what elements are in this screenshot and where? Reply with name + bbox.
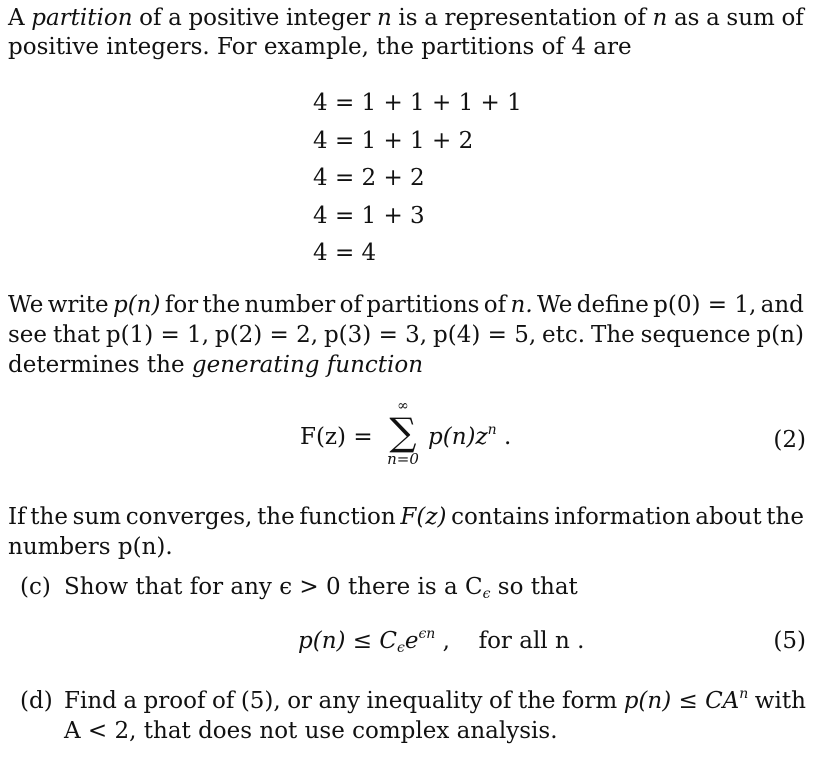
math-var: n.	[510, 292, 533, 318]
word: as	[673, 5, 700, 31]
equation-5	[298, 626, 584, 656]
paragraph-2-line-2	[8, 320, 804, 350]
item-d-line-2: A < 2, that does not use complex analysis.	[64, 718, 558, 744]
word: about	[695, 504, 762, 530]
word: information	[554, 504, 691, 530]
word: A	[8, 5, 25, 31]
equation-number-2: (2)	[773, 427, 806, 453]
sum-upper-limit: ∞	[397, 398, 409, 414]
word: The	[591, 322, 635, 348]
equation-number-5: (5)	[773, 628, 806, 654]
word: etc.	[542, 322, 586, 348]
subscript: ϵ	[396, 640, 405, 656]
condition-text: for all n .	[478, 628, 585, 654]
exponent: n	[487, 422, 497, 438]
paragraph-3-line-1	[8, 502, 804, 532]
word: sum	[726, 5, 775, 31]
item-c-text: Show that for any ϵ > 0 there is a C	[64, 574, 483, 600]
partition-row: 4 = 2 + 2	[313, 165, 425, 191]
partition-row: 4 = 1 + 1 + 1 + 1	[313, 90, 522, 116]
word: write	[47, 292, 109, 318]
word: or	[287, 688, 313, 714]
word: the	[30, 504, 68, 530]
word: the	[766, 504, 804, 530]
sum-symbol: ∑	[389, 410, 417, 454]
word: for	[164, 292, 199, 318]
subscript: ϵ	[482, 586, 491, 602]
word: converges,	[125, 504, 253, 530]
partition-row: 4 = 1 + 3	[313, 202, 425, 229]
math-var: n	[376, 5, 392, 31]
word: We	[8, 292, 44, 318]
period: .	[503, 424, 512, 450]
sum-term: p(n)z	[428, 424, 488, 450]
word: the	[517, 688, 556, 714]
word: function	[299, 504, 396, 530]
word: form	[562, 688, 618, 714]
equation-2-rhs	[428, 422, 511, 452]
emph-word: partition	[31, 5, 133, 31]
partition-row: 4 = 1 + 1 + 2	[313, 127, 474, 154]
word: is	[398, 5, 418, 31]
word: We	[536, 292, 573, 318]
math-expr: p(3) = 3,	[323, 322, 428, 348]
math-expr: p(4) = 5,	[433, 322, 537, 348]
paragraph-1-line-1	[8, 3, 804, 33]
inequality-lhs: p(n) ≤ C	[298, 628, 397, 654]
math-expr-wrap	[624, 686, 749, 716]
word: If	[8, 504, 26, 530]
word: a	[123, 688, 138, 714]
math-var: n	[652, 5, 668, 31]
emph-text: generating function	[191, 352, 424, 378]
item-c-tail: so that	[490, 574, 578, 600]
partition-list	[313, 88, 522, 276]
word: proof	[143, 688, 206, 714]
word: of	[781, 5, 804, 31]
word: the	[202, 292, 241, 318]
item-d-label: (d)	[20, 688, 53, 714]
word: the	[257, 504, 295, 530]
word: a	[168, 5, 182, 31]
word: and	[760, 292, 804, 318]
exp-base: e	[404, 628, 419, 654]
math-expr: p(n)	[112, 292, 161, 318]
word: with	[754, 688, 806, 714]
item-d-words	[64, 686, 806, 716]
exponent: ϵn	[418, 626, 436, 642]
word: representation	[444, 5, 617, 31]
sum-lower-limit: n=0	[387, 450, 419, 468]
text: determines the	[8, 352, 185, 378]
paragraph-1-line-2: positive integers. For example, the partitions of 4 are	[8, 34, 632, 60]
paragraph-3-line-2: numbers p(n).	[8, 534, 173, 560]
word: inequality	[366, 688, 483, 714]
exponent: n	[739, 686, 749, 702]
word: of	[489, 688, 512, 714]
item-c	[20, 572, 578, 602]
math-expr: p(n)	[756, 322, 804, 348]
partition-row: 4 = 4	[313, 240, 377, 266]
word: positive	[188, 5, 280, 31]
word: that	[52, 322, 100, 348]
math-expr: F(z)	[400, 504, 447, 530]
word: a	[706, 5, 720, 31]
word: integer	[286, 5, 371, 31]
word: (5),	[240, 688, 281, 714]
word: see	[8, 322, 48, 348]
word: of	[211, 688, 235, 714]
word: any	[318, 688, 361, 714]
equation-2-lhs: F(z) =	[300, 424, 373, 450]
word: of	[139, 5, 162, 31]
word: number	[244, 292, 336, 318]
word: define	[576, 292, 649, 318]
math-expr: p(2) = 2,	[214, 322, 319, 348]
word: contains	[451, 504, 550, 530]
math-expr: p(n) ≤ CA	[623, 688, 740, 714]
item-c-label: (c)	[20, 574, 51, 600]
comma: ,	[442, 628, 450, 654]
word: of	[623, 5, 646, 31]
math-expr: p(1) = 1,	[105, 322, 209, 348]
summation	[380, 398, 426, 468]
word: sequence	[640, 322, 751, 348]
word: of	[339, 292, 363, 318]
word: of	[483, 292, 507, 318]
word: sum	[72, 504, 122, 530]
word: Find	[64, 688, 117, 714]
paragraph-2-line-1	[8, 290, 804, 320]
word: a	[424, 5, 438, 31]
word: partitions	[366, 292, 480, 318]
paragraph-2-line-3	[8, 350, 423, 380]
item-d-line-1	[20, 686, 806, 716]
math-expr: p(0) = 1,	[653, 292, 757, 318]
